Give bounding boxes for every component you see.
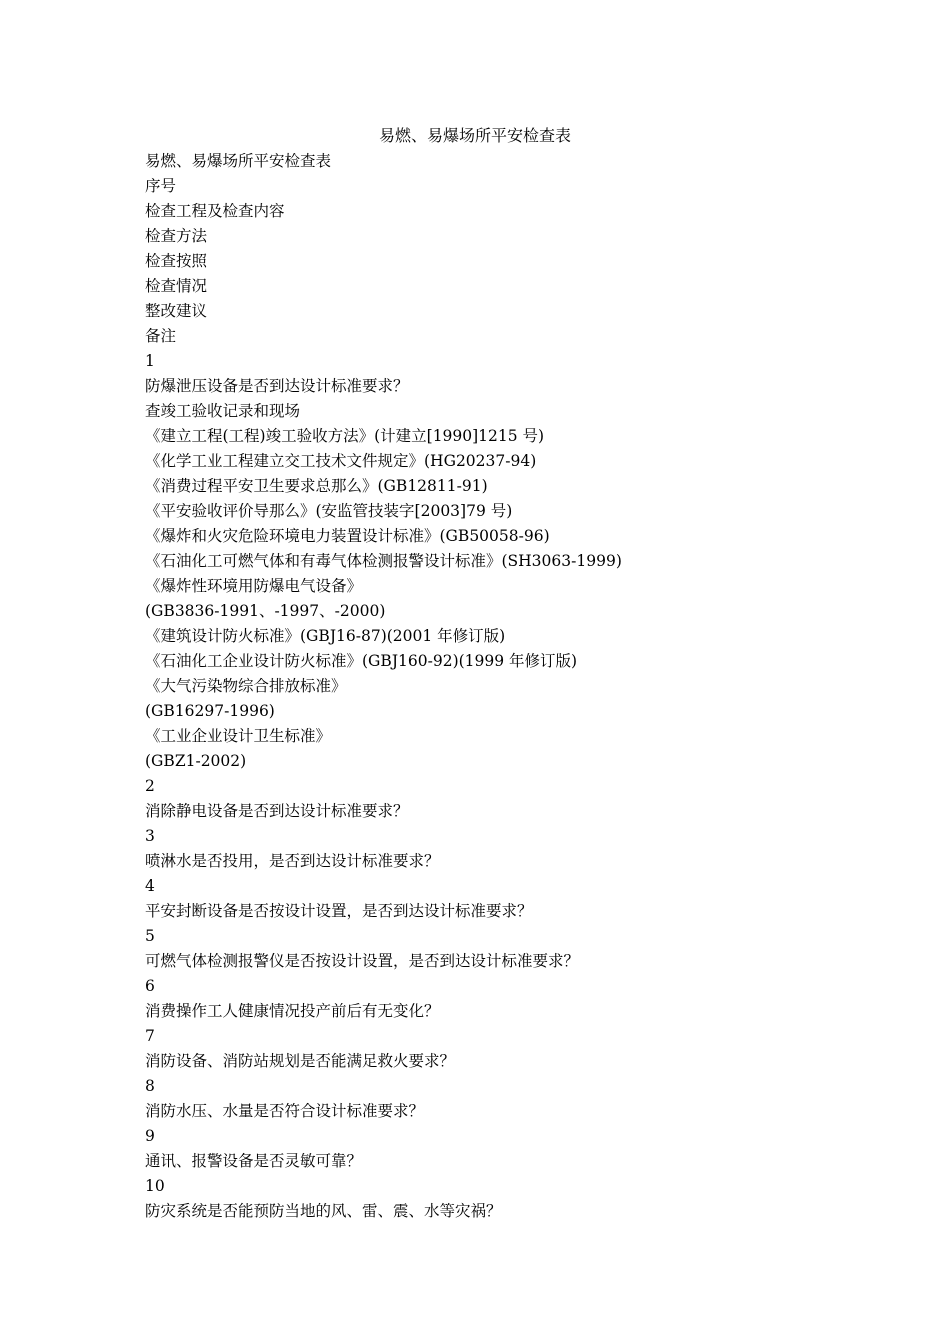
text-line: 《石油化工可燃气体和有毒气体检测报警设计标准》(SH3063-1999) xyxy=(145,552,622,570)
text-line: 1 xyxy=(145,352,155,370)
text-line: 《消费过程平安卫生要求总那么》(GB12811-91) xyxy=(145,477,488,495)
text-line: (GB16297-1996) xyxy=(145,702,275,720)
text-line: 消费操作工人健康情况投产前后有无变化？ xyxy=(145,1002,440,1020)
text-line: 5 xyxy=(145,927,155,945)
text-line: 易燃、易爆场所平安检查表 xyxy=(145,152,332,170)
text-line: 《平安验收评价导那么》(安监管技装字[2003]79 号) xyxy=(145,502,513,520)
text-line: 备注 xyxy=(145,327,177,345)
text-line: 《爆炸和火灾危险环境电力装置设计标准》(GB50058-96) xyxy=(145,527,550,545)
text-line: 《建立工程(工程)竣工验收方法》(计建立[1990]1215 号) xyxy=(145,427,545,445)
text-line: 7 xyxy=(145,1027,155,1045)
text-line: 检查工程及检查内容 xyxy=(145,202,285,220)
text-line: 通讯、报警设备是否灵敏可靠？ xyxy=(145,1152,363,1170)
text-line: 可燃气体检测报警仪是否按设计设置，是否到达设计标准要求？ xyxy=(145,952,580,970)
document-body xyxy=(145,149,845,1224)
text-line: 平安封断设备是否按设计设置，是否到达设计标准要求？ xyxy=(145,902,533,920)
text-line: 喷淋水是否投用，是否到达设计标准要求？ xyxy=(145,852,440,870)
page-title: 易燃、易爆场所平安检查表 xyxy=(378,126,571,145)
text-line: 防灾系统是否能预防当地的风、雷、震、水等灾祸？ xyxy=(145,1202,502,1220)
text-line: 整改建议 xyxy=(145,302,208,320)
text-line: 检查情况 xyxy=(145,277,208,295)
text-line: 《石油化工企业设计防火标准》(GBJ160-92)(1999 年修订版) xyxy=(145,652,578,670)
text-line: 消防设备、消防站规划是否能满足救火要求？ xyxy=(145,1052,456,1070)
text-line: 4 xyxy=(145,877,155,895)
text-line: 《工业企业设计卫生标准》 xyxy=(145,727,332,745)
text-line: 2 xyxy=(145,777,155,795)
text-line: 消防水压、水量是否符合设计标准要求？ xyxy=(145,1102,425,1120)
text-line: (GB3836-1991、-1997、-2000) xyxy=(145,602,386,620)
text-line: 《建筑设计防火标准》(GBJ16-87)(2001 年修订版) xyxy=(145,627,506,645)
text-line: 检查方法 xyxy=(145,227,208,245)
text-line: 《化学工业工程建立交工技术文件规定》(HG20237-94) xyxy=(145,452,537,470)
text-line: 《大气污染物综合排放标准》 xyxy=(145,677,347,695)
text-line: 6 xyxy=(145,977,155,995)
text-line: 8 xyxy=(145,1077,155,1095)
text-line: 查竣工验收记录和现场 xyxy=(145,402,301,420)
text-line: (GBZ1-2002) xyxy=(145,752,247,770)
text-line: 10 xyxy=(145,1177,165,1195)
text-line: 检查按照 xyxy=(145,252,208,270)
text-line: 9 xyxy=(145,1127,155,1145)
text-line: 消除静电设备是否到达设计标准要求？ xyxy=(145,802,409,820)
text-line: 3 xyxy=(145,827,155,845)
text-line: 《爆炸性环境用防爆电气设备》 xyxy=(145,577,363,595)
text-line: 序号 xyxy=(145,177,177,195)
text-line: 防爆泄压设备是否到达设计标准要求？ xyxy=(145,377,409,395)
